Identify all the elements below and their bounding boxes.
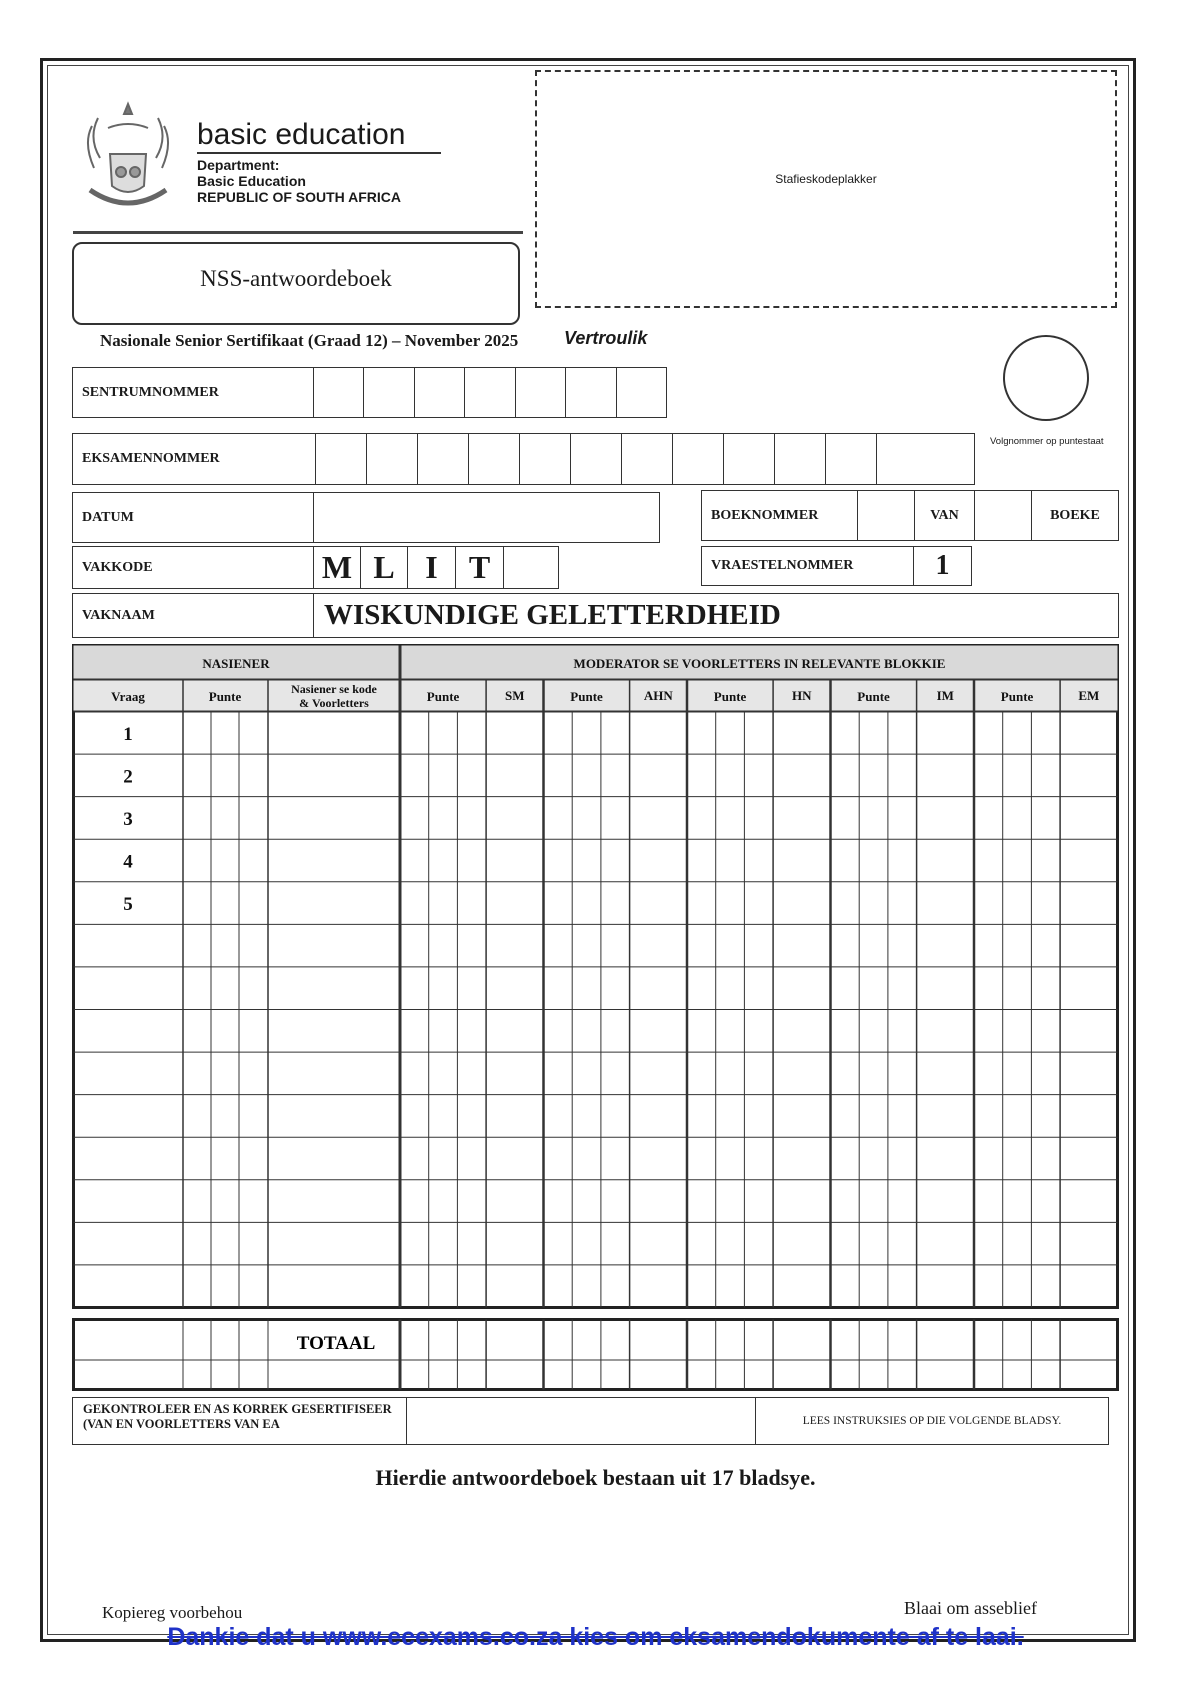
exam-number-box[interactable] — [724, 434, 775, 484]
certification-input[interactable] — [407, 1398, 756, 1444]
centre-number-box[interactable] — [314, 368, 364, 417]
subject-code-label: VAKKODE — [73, 547, 314, 588]
centre-number-box[interactable] — [415, 368, 465, 417]
totals-grid — [72, 1318, 1119, 1391]
paper-number-field — [701, 546, 972, 586]
marker-code-header: Nasiener se kode — [291, 682, 377, 696]
booklet-title-box — [72, 242, 520, 325]
centre-number-box[interactable] — [617, 368, 665, 417]
booklet-title: NSS-antwoordeboek — [200, 266, 392, 291]
exam-number-box[interactable] — [775, 434, 826, 484]
moderator-marks-header: Punte — [713, 689, 747, 704]
certification-label: GEKONTROLEER EN AS KORREK GESERTIFISEER (VAN EN VOORLETTERS VAN EA — [73, 1398, 407, 1444]
marker-header: NASIENER — [202, 656, 270, 671]
book-number-input[interactable] — [858, 491, 915, 540]
paper-number-label: VRAESTELNOMMER — [702, 547, 914, 585]
turn-over-note: Blaai om asseblief — [904, 1598, 1037, 1618]
subject-code-field — [72, 546, 559, 589]
confidential-label: Vertroulik — [564, 328, 648, 348]
total-label: TOTAAL — [296, 1333, 376, 1354]
book-total-input[interactable] — [975, 491, 1032, 540]
moderator-code-header: HN — [792, 688, 812, 703]
marker-code-header: & Voorletters — [299, 696, 369, 710]
question-number: 2 — [123, 766, 133, 788]
centre-number-box[interactable] — [566, 368, 617, 417]
centre-number-box[interactable] — [364, 368, 415, 417]
question-number: 5 — [123, 894, 133, 916]
moderator-header: MODERATOR SE VOORLETTERS IN RELEVANTE BLOKKIE — [573, 656, 946, 671]
certification-row — [72, 1397, 1109, 1445]
moderator-marks-header: Punte — [1000, 689, 1034, 704]
sticker-label: Stafieskodeplakker — [775, 172, 877, 186]
centre-number-box[interactable] — [465, 368, 516, 417]
subject-code-letter: I — [408, 547, 456, 588]
exam-number-box[interactable] — [367, 434, 418, 484]
exam-number-box[interactable] — [469, 434, 520, 484]
moderator-code-header: AHN — [643, 688, 673, 703]
logo-title: basic education — [197, 118, 406, 151]
exam-number-box[interactable] — [622, 434, 673, 484]
exam-number-box[interactable] — [673, 434, 724, 484]
exam-number-label: EKSAMENNOMMER — [73, 434, 316, 484]
sequence-circle-label: Volgnommer op puntestaat — [990, 436, 1104, 447]
moderator-code-header: IM — [936, 688, 954, 703]
book-number-field — [701, 490, 1119, 541]
centre-number-label: SENTRUMNOMMER — [73, 368, 314, 417]
centre-number-box[interactable] — [516, 368, 566, 417]
logo-country: REPUBLIC OF SOUTH AFRICA — [197, 189, 402, 205]
exam-number-box[interactable] — [418, 434, 469, 484]
subject-name-label: VAKNAAM — [73, 594, 314, 637]
marks-column-header: Punte — [208, 689, 242, 704]
books-label: BOEKE — [1050, 507, 1100, 523]
exam-number-box[interactable] — [571, 434, 622, 484]
subject-code-letter: T — [456, 547, 504, 588]
paper-number-value: 1 — [935, 550, 950, 581]
moderator-marks-header: Punte — [570, 689, 603, 704]
exam-number-field — [72, 433, 975, 485]
sequence-circle[interactable] — [1003, 335, 1089, 421]
date-label: DATUM — [73, 493, 314, 542]
copyright-note: Kopiereg voorbehou — [102, 1603, 243, 1622]
subject-code-letter: M — [314, 547, 361, 588]
coat-of-arms-logo — [78, 98, 178, 216]
centre-number-field — [72, 367, 667, 418]
exam-number-box[interactable] — [877, 434, 926, 484]
book-number-label: BOEKNOMMER — [702, 491, 858, 540]
book-of-label: VAN — [915, 491, 975, 540]
question-column-header: Vraag — [111, 689, 145, 704]
subject-code-letter: L — [361, 547, 408, 588]
date-input[interactable] — [314, 493, 659, 542]
moderator-marks-header: Punte — [426, 689, 460, 704]
question-number: 3 — [123, 808, 133, 830]
question-number: 4 — [123, 851, 133, 873]
moderator-code-header: EM — [1078, 688, 1100, 703]
moderator-code-header: SM — [505, 688, 525, 703]
page-count-note: Hierdie antwoordeboek bestaan uit 17 bladsye. — [375, 1465, 816, 1490]
marks-grid — [72, 644, 1119, 1309]
header-divider — [73, 231, 523, 234]
subject-code-box[interactable] — [504, 547, 558, 588]
exam-number-box[interactable] — [316, 434, 367, 484]
logo-department: Department: — [197, 157, 280, 173]
date-field — [72, 492, 660, 543]
subject-name-value: WISKUNDIGE GELETTERDHEID — [324, 599, 781, 631]
question-number: 1 — [123, 723, 133, 745]
barcode-sticker-area — [535, 70, 1117, 308]
instructions-note: LEES INSTRUKSIES OP DIE VOLGENDE BLADSY. — [802, 1415, 1062, 1427]
logo-underline — [197, 152, 441, 154]
exam-number-box[interactable] — [520, 434, 571, 484]
moderator-marks-header: Punte — [857, 689, 890, 704]
subject-name-field — [72, 593, 1119, 638]
exam-title: Nasionale Senior Sertifikaat (Graad 12) – November 2025 — [100, 331, 519, 350]
exam-number-box[interactable] — [826, 434, 877, 484]
logo-department-name: Basic Education — [197, 173, 306, 189]
download-watermark-link[interactable]: Dankie dat u www.ecexams.co.za kies om eksamendokumente af te laai. — [167, 1623, 1024, 1651]
